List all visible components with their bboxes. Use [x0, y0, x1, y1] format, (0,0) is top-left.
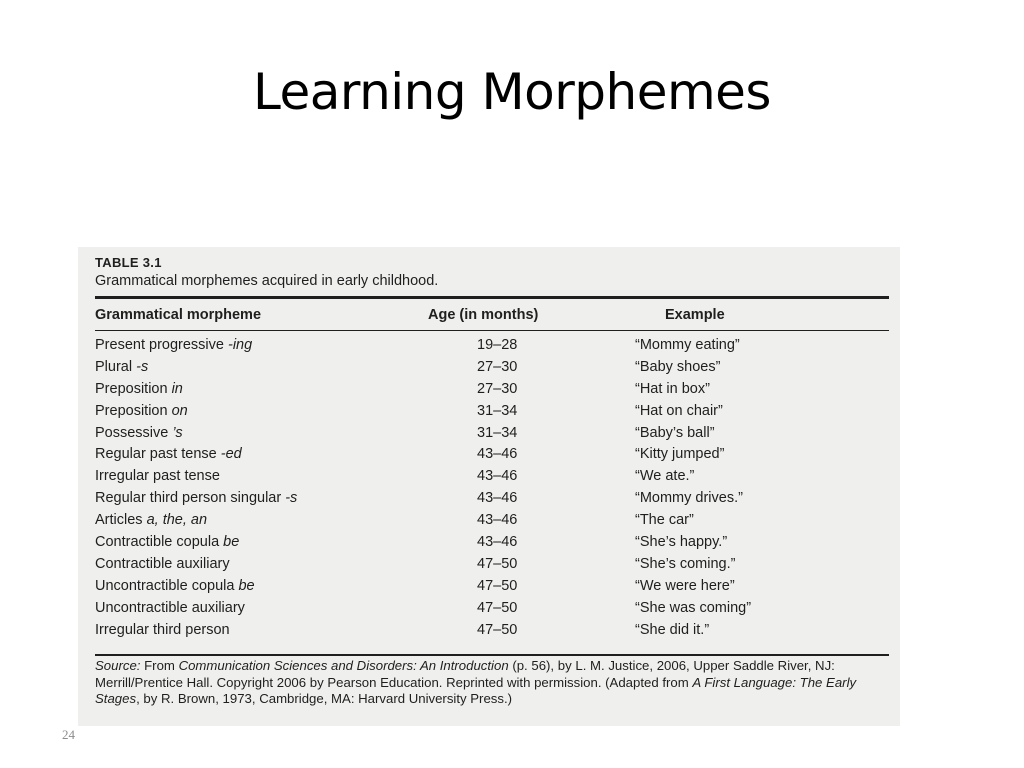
table-top-rule: [95, 296, 889, 299]
morpheme-text: Uncontractible auxiliary: [95, 599, 245, 616]
table-row: [95, 357, 889, 379]
morpheme-form: -ing: [227, 337, 253, 353]
age-cell: 47–50: [477, 577, 518, 594]
age-cell: 27–30: [477, 380, 518, 397]
morpheme-cell: [95, 401, 188, 423]
morpheme-text: Contractible auxiliary: [95, 555, 230, 572]
morpheme-form: -ed: [220, 446, 242, 463]
morpheme-cell: [95, 357, 148, 379]
morpheme-text: Regular third person singular: [95, 490, 286, 507]
morpheme-cell: [95, 466, 220, 488]
morpheme-cell: [95, 423, 183, 445]
age-cell: 27–30: [477, 358, 518, 375]
morpheme-form: ’s: [172, 424, 183, 441]
age-cell: 19–28: [477, 337, 518, 353]
table-row: [95, 423, 889, 445]
age-cell: 43–46: [477, 446, 518, 463]
morpheme-text: Articles: [95, 512, 147, 529]
morpheme-text: Irregular third person: [95, 621, 230, 638]
table-label: TABLE 3.1: [95, 255, 162, 270]
morpheme-form: on: [171, 402, 188, 419]
morpheme-text: Possessive: [95, 424, 173, 441]
example-cell: “She’s happy.”: [635, 534, 728, 551]
example-cell: “Hat on chair”: [635, 402, 723, 419]
column-header-example: Example: [665, 307, 725, 323]
morpheme-text: Plural: [95, 358, 137, 375]
morpheme-text: Present progressive: [95, 337, 228, 353]
example-cell: “Kitty jumped”: [635, 446, 725, 463]
morpheme-text: Preposition: [95, 402, 172, 419]
source-book-2: A First Language: The Early Stages: [95, 674, 857, 706]
morpheme-cell: [95, 510, 207, 532]
age-cell: 43–46: [477, 534, 518, 551]
age-cell: 31–34: [477, 424, 518, 441]
table-header-rule: [95, 330, 889, 331]
morpheme-text: Regular past tense: [95, 446, 221, 463]
source-text-2: (p. 56), by L. M. Justice, 2006, Upper Saddle River, NJ: Merrill/Prentice Hall. Copyright 2006 by Pearson Education. Reprinted with permission. (Adapted from: [95, 658, 835, 690]
table-row: [95, 444, 889, 466]
example-cell: “Baby’s ball”: [635, 424, 715, 441]
age-cell: 47–50: [477, 621, 518, 638]
morpheme-text: Irregular past tense: [95, 468, 220, 485]
source-book-1: Communication Sciences and Disorders: An Introduction: [178, 658, 509, 673]
table-row: [95, 620, 889, 642]
source-lead: Source:: [95, 658, 141, 673]
morpheme-form: -s: [285, 490, 298, 507]
morpheme-text: Preposition: [95, 380, 172, 397]
age-cell: 47–50: [477, 599, 518, 616]
morpheme-cell: [95, 379, 183, 401]
table-row: [95, 335, 889, 357]
table-row: [95, 576, 889, 598]
example-cell: “She’s coming.”: [635, 555, 736, 572]
table-row: [95, 488, 889, 510]
table-row: [95, 598, 889, 620]
age-cell: 31–34: [477, 402, 518, 419]
morpheme-form: -s: [136, 358, 149, 375]
column-header-morpheme: Grammatical morpheme: [95, 307, 262, 323]
morpheme-form: in: [171, 380, 183, 397]
morpheme-text: Contractible copula: [95, 534, 224, 551]
page-number: 24: [62, 727, 75, 742]
table-caption: Grammatical morphemes acquired in early childhood.: [95, 273, 439, 289]
age-cell: 43–46: [477, 468, 518, 485]
example-cell: “She was coming”: [635, 599, 752, 616]
source-text-1: From: [140, 658, 179, 673]
example-cell: “Hat in box”: [635, 380, 710, 397]
morpheme-cell: [95, 488, 297, 510]
example-cell: “Baby shoes”: [635, 358, 721, 375]
table-row: [95, 554, 889, 576]
example-cell: “We were here”: [635, 577, 735, 594]
example-cell: “She did it.”: [635, 621, 710, 638]
table-row: [95, 510, 889, 532]
morpheme-cell: [95, 532, 239, 554]
morpheme-form: be: [238, 577, 255, 594]
table-bottom-rule: [95, 654, 889, 656]
table-row: [95, 532, 889, 554]
table-row: [95, 379, 889, 401]
morpheme-cell: [95, 335, 252, 357]
morpheme-form: be: [223, 534, 240, 551]
example-cell: “The car”: [635, 512, 694, 529]
table-source-note: [95, 658, 895, 708]
scanned-table-image: [78, 247, 900, 726]
morpheme-cell: [95, 444, 242, 466]
table-body: [95, 335, 889, 641]
morpheme-text: Uncontractible copula: [95, 577, 239, 594]
age-cell: 47–50: [477, 555, 518, 572]
morpheme-cell: [95, 598, 245, 620]
example-cell: “Mommy eating”: [635, 337, 740, 353]
column-header-age: Age (in months): [428, 307, 539, 323]
age-cell: 43–46: [477, 490, 518, 507]
age-cell: 43–46: [477, 512, 518, 529]
morpheme-cell: [95, 576, 255, 598]
table-row: [95, 466, 889, 488]
example-cell: “Mommy drives.”: [635, 490, 743, 507]
morpheme-cell: [95, 554, 230, 576]
example-cell: “We ate.”: [635, 468, 695, 485]
morpheme-form: a, the, an: [146, 512, 208, 529]
source-text-3: , by R. Brown, 1973, Cambridge, MA: Harvard University Press.): [136, 691, 513, 706]
morpheme-cell: [95, 620, 230, 642]
table-row: [95, 401, 889, 423]
slide-title: Learning Morphemes: [253, 63, 771, 121]
